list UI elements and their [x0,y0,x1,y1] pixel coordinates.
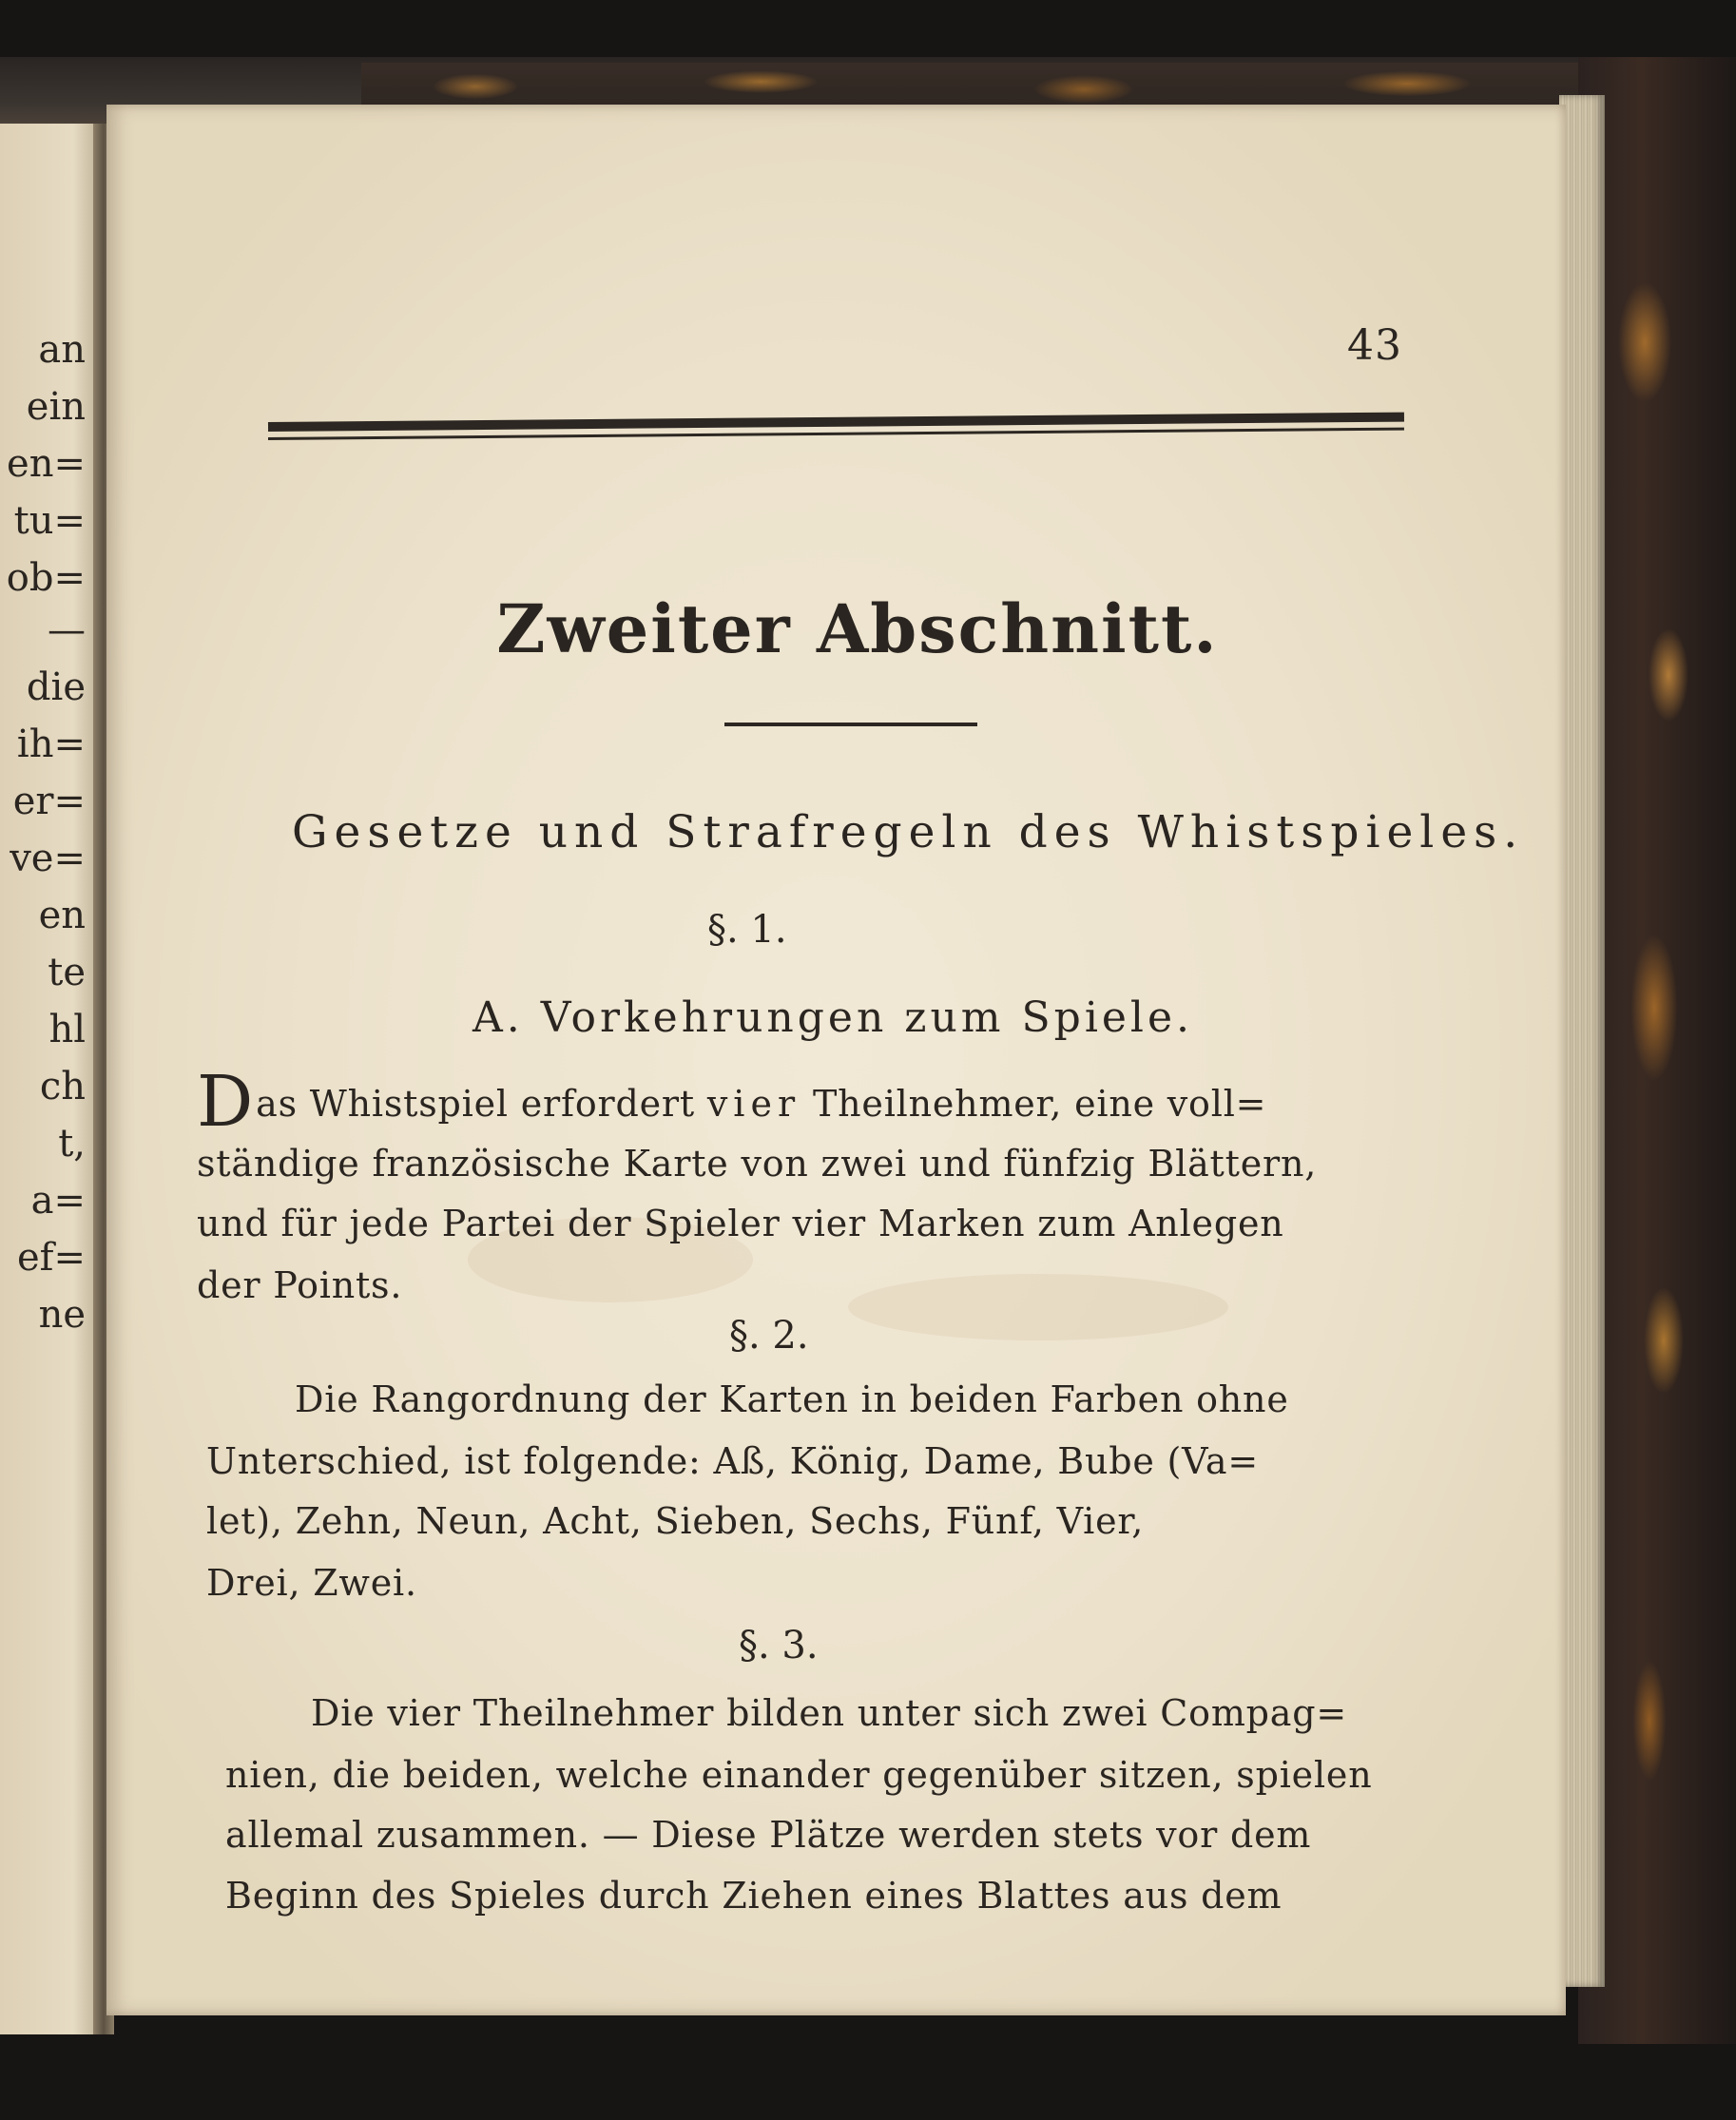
paragraph-line: Beginn des Spieles durch Ziehen eines Blattes aus dem [225,1875,1283,1917]
left-line-fragment: — [48,608,86,652]
left-line-fragment: hl [48,1008,86,1051]
left-line-fragment: ein [26,385,86,429]
paragraph-line: Die vier Theilnehmer bilden unter sich zwei Compag= [311,1692,1347,1734]
paragraph-line: ständige französische Karte von zwei und fünfzig Blättern, [197,1143,1318,1185]
line-text: as Whistspiel erfordert [256,1083,707,1125]
left-line-fragment: ve= [10,837,86,880]
section-heading: A. Vorkehrungen zum Spiele. [473,993,1194,1042]
page-edges [1559,95,1605,1987]
paragraph-line: Unterschied, ist folgende: Aß, König, Dame, Bube (Va= [206,1440,1259,1482]
left-line-fragment: die [26,665,86,709]
left-facing-page [0,124,105,2034]
left-line-fragment: an [38,328,86,372]
left-line-fragment: en= [7,442,86,486]
paragraph-line: und für jede Partei der Spieler vier Marken zum Anlegen [197,1203,1284,1244]
left-line-fragment: ne [38,1293,86,1337]
right-page [106,105,1566,2015]
title-divider [724,723,977,726]
drop-initial: D [197,1061,255,1143]
paper-stain [848,1274,1228,1340]
section-number: §. 2. [729,1314,809,1358]
paragraph-line: Die Rangordnung der Karten in beiden Farben ohne [295,1378,1289,1420]
paragraph-line: Drei, Zwei. [206,1562,417,1604]
left-line-fragment: ch [39,1065,86,1108]
left-line-fragment: ih= [16,723,86,766]
marbled-edge-top [361,63,1597,110]
section-number: §. 3. [739,1624,819,1667]
page-number: 43 [1347,321,1402,370]
chapter-subtitle: Gesetze und Strafregeln des Whistspieles. [292,806,1525,858]
emphasized-word: vier [706,1083,801,1125]
left-line-fragment: en [38,894,86,937]
left-line-fragment: ef= [17,1236,86,1280]
left-line-fragment: t, [58,1122,86,1166]
left-line-fragment: ob= [6,556,86,600]
paragraph-line: allemal zusammen. — Diese Plätze werden stets vor dem [225,1814,1312,1856]
left-line-fragment: a= [30,1179,86,1223]
section-number: §. 1. [707,908,787,952]
left-line-fragment: te [48,951,86,994]
paragraph-line: nien, die beiden, welche einander gegenüber sitzen, spielen [225,1754,1373,1796]
chapter-title: Zweiter Abschnitt. [496,589,1219,668]
paragraph-line [197,1061,1267,1143]
line-text: Theilnehmer, eine voll= [800,1083,1267,1125]
left-line-fragment: er= [12,780,86,823]
paragraph-line: let), Zehn, Neun, Acht, Sieben, Sechs, Fünf, Vier, [206,1500,1145,1542]
left-line-fragment: tu= [13,499,86,543]
paragraph-line: der Points. [197,1264,403,1306]
